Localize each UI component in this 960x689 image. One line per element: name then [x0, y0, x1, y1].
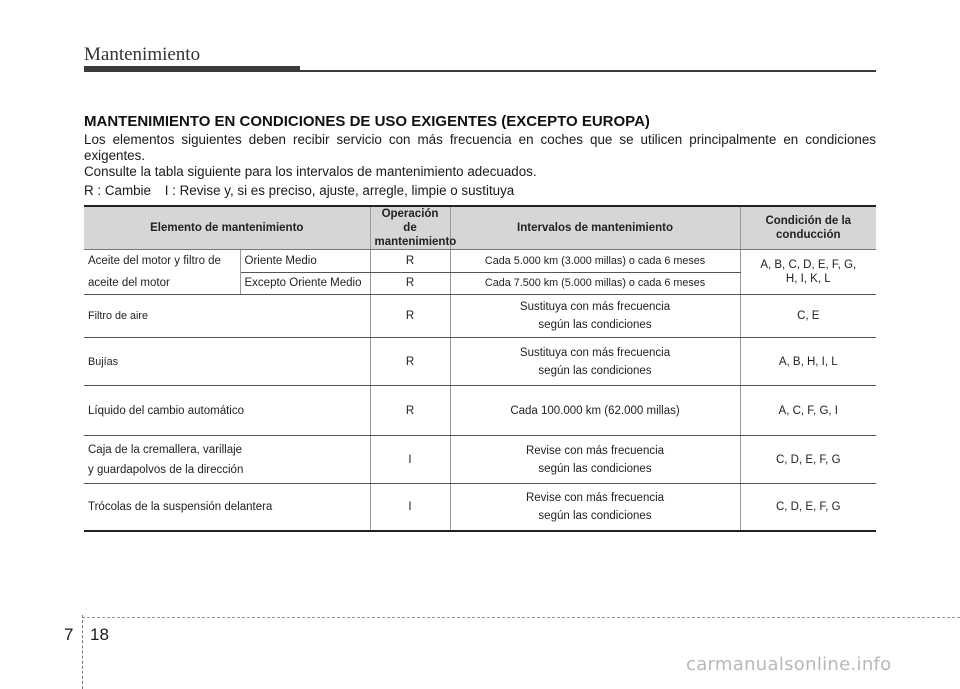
- interval-line: Revise con más frecuencia: [525, 491, 665, 504]
- intro-paragraph: Los elementos siguientes deben recibir servicio con más frecuencia en coches que se utilicen principalmente en condiciones exigentes.: [84, 132, 876, 163]
- watermark: carmanualsonline.info: [686, 654, 892, 675]
- item-cell: [84, 250, 240, 295]
- condition-cell: C, E: [740, 295, 876, 338]
- condition-line: A, B, C, D, E, F, G,: [760, 259, 857, 271]
- interval-line: según las condiciones: [538, 364, 652, 377]
- table-row: [84, 386, 876, 436]
- legend-r: R : Cambie: [84, 183, 151, 198]
- condition-cell: C, D, E, F, G: [740, 436, 876, 484]
- item-line: Caja de la cremallera, varillaje: [88, 443, 243, 456]
- item-cell: [84, 436, 370, 484]
- condition-cell: A, C, F, G, I: [740, 386, 876, 436]
- interval-cell: [450, 338, 740, 386]
- condition-line: H, I, K, L: [785, 273, 831, 285]
- interval-line: Revise con más frecuencia: [525, 444, 665, 457]
- header-interval: Intervalos de mantenimiento: [450, 206, 740, 250]
- chapter-title: Mantenimiento: [84, 44, 201, 65]
- interval-cell: Cada 7.500 km (5.000 millas) o cada 6 meses: [450, 272, 740, 295]
- condition-cell: A, B, H, I, L: [740, 338, 876, 386]
- interval-cell: [450, 295, 740, 338]
- operation-cell: R: [370, 386, 450, 436]
- interval-cell: Cada 100.000 km (62.000 millas): [450, 386, 740, 436]
- footer-divider-vertical: [82, 615, 83, 689]
- item-cell: Bujías: [84, 338, 370, 386]
- item-line: aceite del motor: [88, 277, 170, 289]
- legend-i: I : Revise y, si es preciso, ajuste, arregle, limpie o sustituya: [164, 183, 515, 198]
- table-row: [84, 338, 876, 386]
- operation-cell: R: [370, 272, 450, 295]
- header-condition: Condición de la conducción: [740, 206, 876, 250]
- condition-cell: [740, 250, 876, 295]
- section-title: MANTENIMIENTO EN CONDICIONES DE USO EXIGENTES (EXCEPTO EUROPA): [84, 113, 650, 130]
- operation-cell: I: [370, 484, 450, 531]
- table-row: [84, 295, 876, 338]
- table-row: [84, 250, 876, 273]
- header-operation: Operación de mantenimiento: [370, 206, 450, 250]
- table-row: [84, 436, 876, 484]
- intro-text: [84, 132, 876, 180]
- item-line: Aceite del motor y filtro de: [88, 255, 221, 267]
- operation-cell: R: [370, 250, 450, 273]
- header-bar: [84, 66, 300, 72]
- operation-cell: I: [370, 436, 450, 484]
- subitem-cell: Excepto Oriente Medio: [240, 272, 370, 295]
- interval-line: según las condiciones: [538, 509, 652, 522]
- header-rule: [300, 70, 876, 72]
- operation-cell: R: [370, 338, 450, 386]
- table-row: [84, 484, 876, 531]
- legend: [84, 183, 524, 198]
- footer-divider-horizontal: [82, 617, 960, 618]
- item-line: y guardapolvos de la dirección: [88, 463, 244, 476]
- item-cell: Líquido del cambio automático: [84, 386, 370, 436]
- header-item: Elemento de mantenimiento: [84, 206, 370, 250]
- interval-line: según las condiciones: [538, 462, 652, 475]
- item-cell: Filtro de aire: [84, 295, 370, 338]
- interval-line: Sustituya con más frecuencia: [519, 301, 671, 313]
- page-number: 18: [90, 625, 109, 644]
- subitem-cell: Oriente Medio: [240, 250, 370, 273]
- maintenance-table: [84, 205, 876, 532]
- operation-cell: R: [370, 295, 450, 338]
- table-header-row: [84, 206, 876, 250]
- item-cell: Trócolas de la suspensión delantera: [84, 484, 370, 531]
- interval-line: Sustituya con más frecuencia: [519, 346, 671, 359]
- interval-line: según las condiciones: [538, 319, 652, 331]
- interval-cell: [450, 436, 740, 484]
- interval-cell: Cada 5.000 km (3.000 millas) o cada 6 meses: [450, 250, 740, 273]
- chapter-number: 7: [64, 625, 74, 644]
- intro-paragraph-2: Consulte la tabla siguiente para los intervalos de mantenimiento adecuados.: [84, 164, 537, 179]
- interval-cell: [450, 484, 740, 531]
- condition-cell: C, D, E, F, G: [740, 484, 876, 531]
